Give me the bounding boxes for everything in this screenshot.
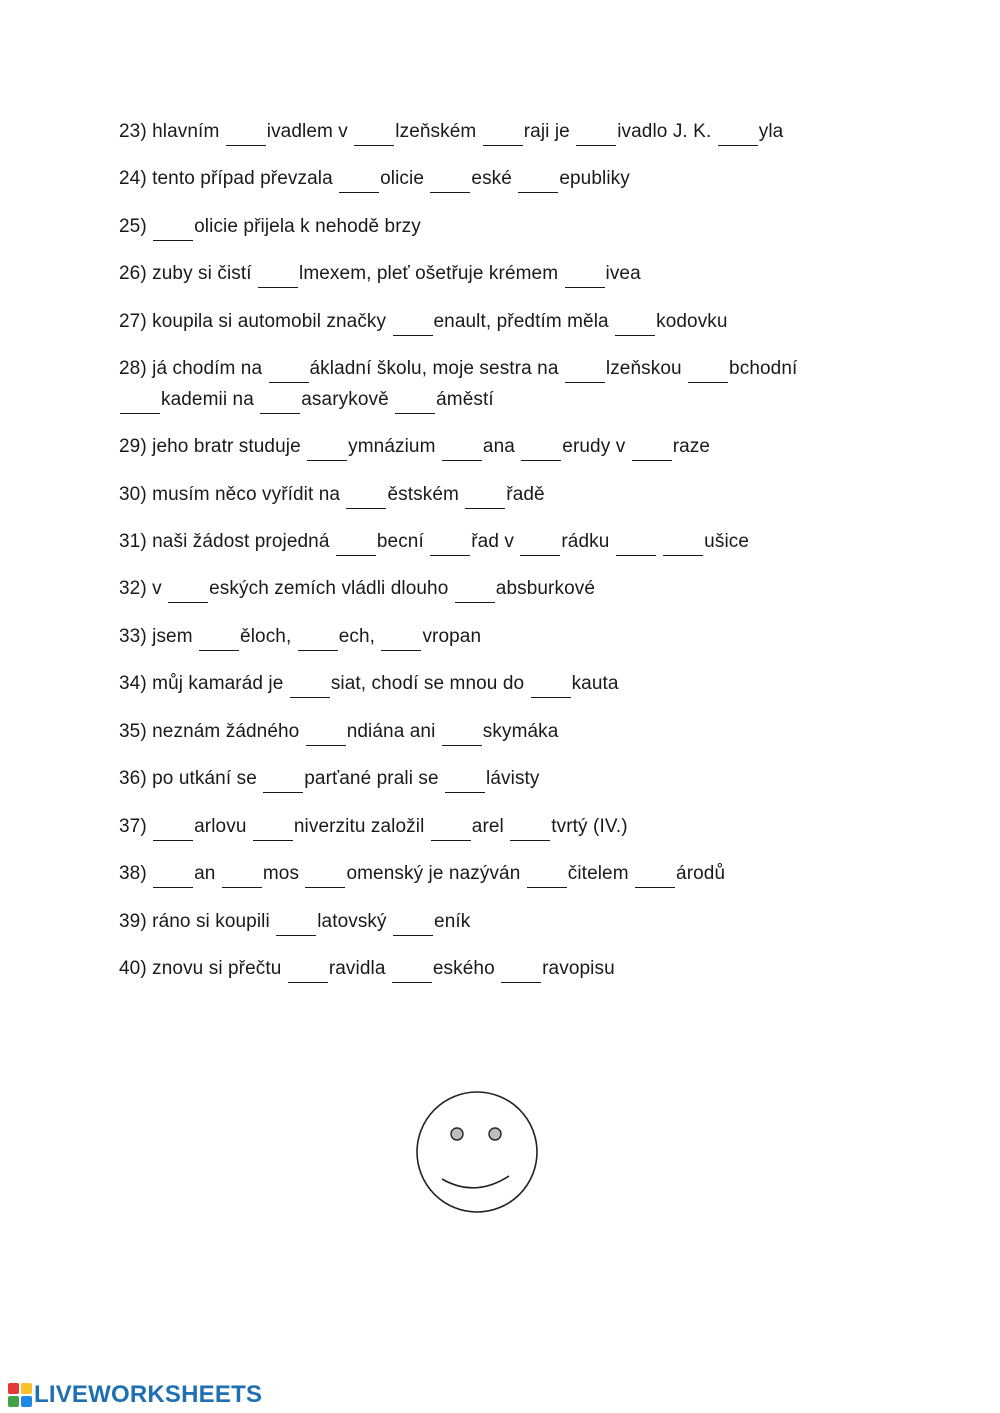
exercise-text: kademii na <box>161 389 260 410</box>
exercise-text: omenský je nazýván <box>346 863 526 884</box>
exercise-text: ivea <box>605 263 641 284</box>
exercise-text: 29) jeho bratr studuje <box>119 436 307 457</box>
blank-answer-input[interactable] <box>430 173 470 193</box>
blank-answer-input[interactable] <box>260 394 300 414</box>
blank-answer-input[interactable] <box>258 268 298 288</box>
exercise-text: olicie <box>380 168 430 189</box>
exercise-text: lmexem, pleť ošetřuje krémem <box>299 263 564 284</box>
blank-answer-input[interactable] <box>465 489 505 509</box>
exercise-text: eník <box>434 911 471 932</box>
blank-answer-input[interactable] <box>354 126 394 146</box>
blank-answer-input[interactable] <box>346 489 386 509</box>
exercise-line <box>119 767 540 793</box>
blank-answer-input[interactable] <box>501 963 541 983</box>
blank-answer-input[interactable] <box>615 316 655 336</box>
smiley-left-eye <box>451 1128 463 1140</box>
blank-answer-input[interactable] <box>269 363 309 383</box>
exercise-text: ušice <box>704 531 750 552</box>
blank-answer-input[interactable] <box>616 536 656 556</box>
exercise-text: siat, chodí se mnou do <box>330 673 530 694</box>
exercise-text: parťané prali se <box>304 768 445 789</box>
exercise-text: lzeňském <box>395 121 482 142</box>
exercise-text: 39) ráno si koupili <box>119 911 276 932</box>
liveworksheets-logo-icon <box>8 1383 32 1407</box>
exercise-text: eského <box>432 958 501 979</box>
exercise-line <box>119 215 421 241</box>
exercise-text: ivadlem v <box>266 121 354 142</box>
exercise-text: tvrtý (IV.) <box>551 816 628 837</box>
blank-answer-input[interactable] <box>153 821 193 841</box>
blank-answer-input[interactable] <box>531 678 571 698</box>
blank-answer-input[interactable] <box>307 441 347 461</box>
blank-answer-input[interactable] <box>510 821 550 841</box>
exercise-text: latovský <box>317 911 393 932</box>
exercise-text: skymáka <box>482 721 559 742</box>
exercise-line <box>119 357 797 383</box>
exercise-text: ěloch, <box>240 626 297 647</box>
blank-answer-input[interactable] <box>393 316 433 336</box>
blank-answer-input[interactable] <box>663 536 703 556</box>
exercise-text: eských zemích vládli dlouho <box>209 578 454 599</box>
exercise-text: 23) hlavním <box>119 121 225 142</box>
blank-answer-input[interactable] <box>576 126 616 146</box>
blank-answer-input[interactable] <box>527 868 567 888</box>
exercise-line <box>119 435 710 461</box>
exercise-line <box>119 310 728 336</box>
blank-answer-input[interactable] <box>445 773 485 793</box>
exercise-text: ndiána ani <box>346 721 441 742</box>
exercise-line <box>119 862 725 888</box>
blank-answer-input[interactable] <box>392 963 432 983</box>
exercise-text: erudy v <box>562 436 631 457</box>
exercise-text: olicie přijela k nehodě brzy <box>194 216 421 237</box>
blank-answer-input[interactable] <box>306 726 346 746</box>
exercise-line <box>119 957 615 983</box>
liveworksheets-logo-text: LIVEWORKSHEETS <box>34 1381 263 1408</box>
blank-answer-input[interactable] <box>153 221 193 241</box>
blank-answer-input[interactable] <box>565 363 605 383</box>
exercise-text: arel <box>471 816 510 837</box>
exercise-text: 24) tento případ převzala <box>119 168 339 189</box>
exercise-text: 25) <box>119 216 153 237</box>
exercise-line <box>119 910 470 936</box>
blank-answer-input[interactable] <box>718 126 758 146</box>
blank-answer-input[interactable] <box>430 536 470 556</box>
exercise-text: 33) jsem <box>119 626 199 647</box>
exercise-line <box>119 388 494 414</box>
blank-answer-input[interactable] <box>263 773 303 793</box>
exercise-text: absburkové <box>495 578 596 599</box>
blank-answer-input[interactable] <box>483 126 523 146</box>
exercise-text: enault, předtím měla <box>433 311 615 332</box>
exercise-text: 36) po utkání se <box>119 768 263 789</box>
exercise-text: 30) musím něco vyřídit na <box>119 484 346 505</box>
exercise-text: 34) můj kamarád je <box>119 673 289 694</box>
exercise-text: raji je <box>523 121 576 142</box>
blank-answer-input[interactable] <box>290 678 330 698</box>
exercise-line <box>119 262 641 288</box>
exercise-text: epubliky <box>559 168 630 189</box>
blank-answer-input[interactable] <box>153 868 193 888</box>
logo-square-yellow <box>21 1383 32 1394</box>
blank-answer-input[interactable] <box>381 631 421 651</box>
blank-answer-input[interactable] <box>395 394 435 414</box>
exercise-text: 28) já chodím na <box>119 358 268 379</box>
exercise-text: ivadlo J. K. <box>617 121 717 142</box>
logo-square-green <box>8 1396 19 1407</box>
exercise-text: eské <box>471 168 518 189</box>
exercise-line <box>119 815 628 841</box>
exercise-text: ana <box>482 436 521 457</box>
blank-answer-input[interactable] <box>431 821 471 841</box>
exercise-text: 31) naši žádost projedná <box>119 531 335 552</box>
exercise-text: ymnázium <box>348 436 441 457</box>
exercise-text: ákladní školu, moje sestra na <box>309 358 564 379</box>
exercise-text: ravidla <box>328 958 391 979</box>
exercise-text: an <box>194 863 221 884</box>
blank-answer-input[interactable] <box>565 268 605 288</box>
exercise-text: áměstí <box>436 389 494 410</box>
liveworksheets-logo <box>8 1382 262 1408</box>
exercise-line <box>119 577 595 603</box>
blank-answer-input[interactable] <box>518 173 558 193</box>
exercise-text <box>657 531 662 552</box>
blank-answer-input[interactable] <box>336 536 376 556</box>
blank-answer-input[interactable] <box>442 726 482 746</box>
exercise-text: 38) <box>119 863 153 884</box>
exercise-line <box>119 120 783 146</box>
blank-answer-input[interactable] <box>339 173 379 193</box>
exercise-text: čitelem <box>567 863 635 884</box>
exercise-text: rádku <box>561 531 615 552</box>
exercise-text: mos <box>262 863 305 884</box>
blank-answer-input[interactable] <box>442 441 482 461</box>
exercise-text: kodovku <box>656 311 728 332</box>
exercise-line <box>119 483 545 509</box>
exercise-text: bchodní <box>729 358 798 379</box>
exercise-text: kauta <box>571 673 619 694</box>
blank-answer-input[interactable] <box>226 126 266 146</box>
exercise-text: ravopisu <box>542 958 615 979</box>
exercise-text: řadě <box>506 484 545 505</box>
exercise-text: árodů <box>676 863 726 884</box>
exercise-text: 40) znovu si přečtu <box>119 958 287 979</box>
smiley-face-icon <box>413 1090 541 1214</box>
blank-answer-input[interactable] <box>199 631 239 651</box>
exercise-text: asarykově <box>301 389 395 410</box>
exercise-line <box>119 672 619 698</box>
blank-answer-input[interactable] <box>253 821 293 841</box>
blank-answer-input[interactable] <box>168 583 208 603</box>
exercise-line <box>119 625 481 651</box>
exercise-text: vropan <box>422 626 482 647</box>
exercise-line <box>119 167 630 193</box>
exercise-text: 26) zuby si čistí <box>119 263 258 284</box>
blank-answer-input[interactable] <box>222 868 262 888</box>
exercise-text: ěstském <box>387 484 465 505</box>
exercise-line <box>119 530 749 556</box>
smiley-face-outline <box>417 1092 537 1212</box>
exercise-text: niverzitu založil <box>293 816 430 837</box>
exercise-text: 27) koupila si automobil značky <box>119 311 392 332</box>
exercise-text: raze <box>672 436 711 457</box>
logo-square-red <box>8 1383 19 1394</box>
exercise-text: 32) v <box>119 578 168 599</box>
blank-answer-input[interactable] <box>635 868 675 888</box>
logo-square-blue <box>21 1396 32 1407</box>
exercise-text: 35) neznám žádného <box>119 721 305 742</box>
blank-answer-input[interactable] <box>288 963 328 983</box>
blank-answer-input[interactable] <box>520 536 560 556</box>
blank-answer-input[interactable] <box>521 441 561 461</box>
exercise-text: ech, <box>338 626 381 647</box>
smiley-mouth <box>442 1176 509 1188</box>
exercise-line <box>119 720 558 746</box>
exercise-text: becní <box>376 531 430 552</box>
exercise-text: arlovu <box>194 816 252 837</box>
exercise-text: lzeňskou <box>605 358 688 379</box>
blank-answer-input[interactable] <box>120 394 160 414</box>
blank-answer-input[interactable] <box>298 631 338 651</box>
blank-answer-input[interactable] <box>455 583 495 603</box>
blank-answer-input[interactable] <box>305 868 345 888</box>
blank-answer-input[interactable] <box>276 916 316 936</box>
blank-answer-input[interactable] <box>688 363 728 383</box>
blank-answer-input[interactable] <box>632 441 672 461</box>
blank-answer-input[interactable] <box>393 916 433 936</box>
exercise-text: yla <box>758 121 784 142</box>
exercise-text: řad v <box>471 531 520 552</box>
exercise-text: 37) <box>119 816 153 837</box>
smiley-right-eye <box>489 1128 501 1140</box>
exercise-text: lávisty <box>486 768 540 789</box>
